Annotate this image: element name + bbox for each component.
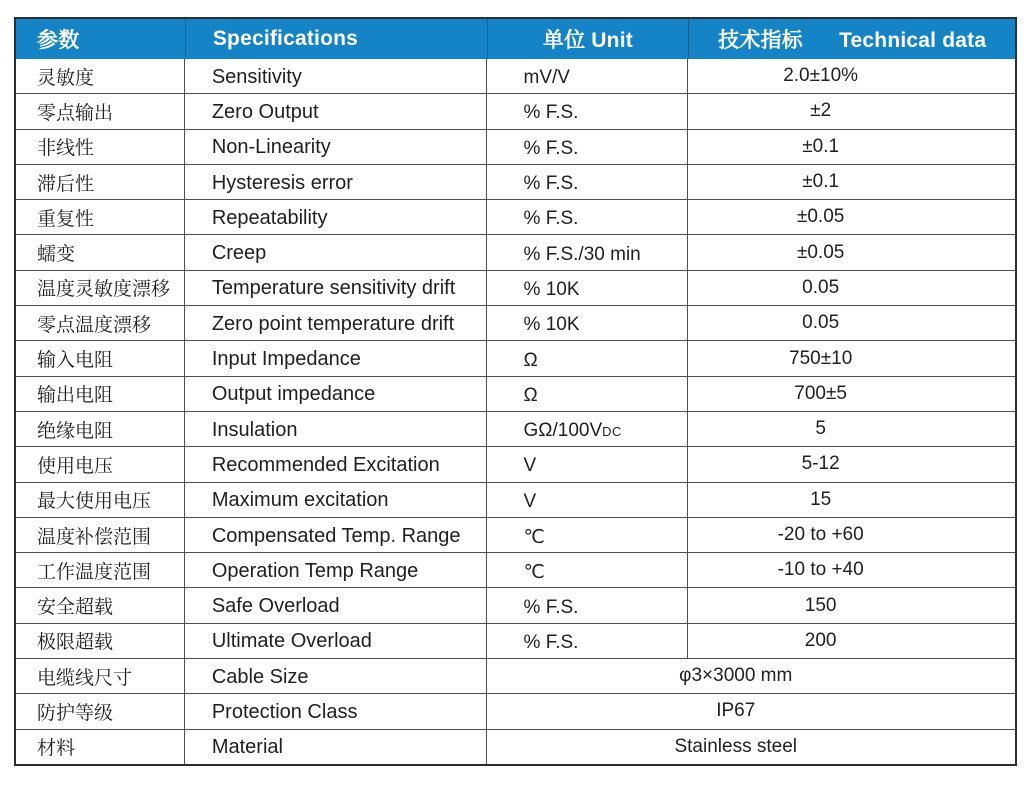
unit-label-wrap xyxy=(524,350,538,372)
table-row xyxy=(16,129,1015,164)
value-label: 2.0±10% xyxy=(783,65,859,87)
param-cn-label: 极限超载 xyxy=(37,632,114,654)
param-cn-cell xyxy=(16,553,185,587)
spec-en-cell xyxy=(185,130,487,164)
spec-en-label: Sensitivity xyxy=(211,65,302,88)
unit-label-wrap xyxy=(524,491,537,513)
unit-cell xyxy=(487,447,689,481)
value-cell xyxy=(688,59,1015,93)
unit-cell xyxy=(487,553,689,587)
value-cell xyxy=(688,271,1015,305)
unit-label-wrap xyxy=(524,279,580,301)
param-cn-cell xyxy=(16,730,185,764)
spec-en-label: Repeatability xyxy=(211,206,328,229)
value-label: ±0.05 xyxy=(796,241,845,263)
param-cn-cell xyxy=(16,130,185,164)
param-cn-label: 温度补偿范围 xyxy=(37,526,152,548)
unit-cell xyxy=(487,377,689,411)
spec-en-cell xyxy=(185,694,487,728)
unit-cell xyxy=(487,59,689,93)
unit-cell xyxy=(487,624,689,658)
unit-cell xyxy=(487,483,689,517)
param-cn-cell xyxy=(16,624,185,658)
param-cn-label: 零点输出 xyxy=(37,102,114,124)
spec-en-cell xyxy=(185,200,487,234)
value-cell xyxy=(688,588,1015,622)
unit-label: Ω xyxy=(523,349,538,371)
unit-label: % F.S. xyxy=(523,631,579,653)
value-cell xyxy=(688,235,1015,269)
param-cn-cell xyxy=(16,341,185,375)
value-cell xyxy=(688,165,1015,199)
param-cn-cell xyxy=(16,235,185,269)
unit-label-wrap xyxy=(524,67,570,89)
value-label: 200 xyxy=(804,629,837,651)
spec-en-cell xyxy=(185,341,487,375)
value-cell-merged xyxy=(487,730,1015,764)
value-label: ±0.1 xyxy=(802,171,840,193)
param-cn-cell xyxy=(16,59,185,93)
param-cn-label: 蠕变 xyxy=(37,244,76,266)
unit-label: V xyxy=(523,490,537,512)
unit-cell xyxy=(487,130,689,164)
spec-en-cell xyxy=(185,306,487,340)
table-row xyxy=(16,587,1015,622)
header-label-param: 参数 xyxy=(37,29,80,52)
value-label: 5 xyxy=(815,418,826,440)
spec-en-label: Output impedance xyxy=(211,383,376,406)
value-label: -10 to +40 xyxy=(777,559,864,581)
table-row xyxy=(16,234,1015,269)
param-cn-cell xyxy=(16,659,185,693)
param-cn-cell xyxy=(16,94,185,128)
unit-label-wrap xyxy=(524,632,579,654)
table-row xyxy=(16,623,1015,658)
unit-label-wrap xyxy=(524,526,545,549)
unit-label: % 10K xyxy=(523,314,580,336)
param-cn-label: 滞后性 xyxy=(37,173,95,195)
value-label: 150 xyxy=(804,594,837,616)
spec-en-cell xyxy=(185,483,487,517)
param-cn-label: 输出电阻 xyxy=(37,385,114,407)
unit-label: % 10K xyxy=(523,278,580,300)
table-row xyxy=(16,164,1015,199)
spec-en-cell xyxy=(185,271,487,305)
spec-en-label: Creep xyxy=(211,242,267,265)
param-cn-cell xyxy=(16,588,185,622)
param-cn-label: 输入电阻 xyxy=(37,350,114,372)
spec-en-cell xyxy=(185,165,487,199)
table-row xyxy=(16,59,1015,93)
param-cn-label: 灵敏度 xyxy=(37,67,95,89)
unit-label: % F.S. xyxy=(523,596,579,618)
value-label: ±0.05 xyxy=(796,206,845,228)
unit-label: % F.S. xyxy=(523,208,579,230)
header-cell-unit xyxy=(487,19,689,59)
unit-cell xyxy=(487,165,689,199)
param-cn-cell xyxy=(16,694,185,728)
param-cn-cell xyxy=(16,165,185,199)
header-label-unit: 单位 Unit xyxy=(542,29,633,52)
spec-en-cell xyxy=(185,553,487,587)
param-cn-label: 最大使用电压 xyxy=(37,491,152,513)
spec-en-label: Material xyxy=(211,736,283,759)
param-cn-cell xyxy=(16,377,185,411)
header-cell-param xyxy=(16,19,185,59)
unit-cell xyxy=(487,306,689,340)
param-cn-label: 材料 xyxy=(37,738,76,760)
unit-cell xyxy=(487,341,689,375)
unit-label: % F.S. xyxy=(523,173,579,195)
value-cell xyxy=(688,200,1015,234)
unit-label: % F.S. xyxy=(523,137,579,159)
unit-label: ℃ xyxy=(523,561,545,583)
value-cell-merged xyxy=(487,694,1015,728)
unit-label: GΩ/100V xyxy=(523,420,603,442)
unit-cell xyxy=(487,588,689,622)
unit-cell xyxy=(487,94,689,128)
spec-en-label: Input Impedance xyxy=(211,348,361,371)
unit-label-wrap xyxy=(524,173,579,195)
value-cell xyxy=(688,341,1015,375)
header-cell-technical-data xyxy=(688,19,1015,59)
param-cn-label: 安全超载 xyxy=(37,597,114,619)
spec-en-label: Recommended Excitation xyxy=(211,453,440,476)
spec-en-label: Operation Temp Range xyxy=(211,559,419,582)
spec-en-cell xyxy=(185,659,487,693)
spec-en-cell xyxy=(185,518,487,552)
unit-label-wrap xyxy=(524,244,641,266)
param-cn-label: 电缆线尺寸 xyxy=(37,667,133,689)
value-label: 15 xyxy=(810,488,832,510)
spec-en-label: Protection Class xyxy=(211,700,358,723)
value-label: -20 to +60 xyxy=(777,524,864,545)
param-cn-label: 非线性 xyxy=(37,138,95,160)
value-label: φ3×3000 mm xyxy=(679,665,793,687)
header-label-technical-data: 技术指标 Technical data xyxy=(718,29,987,52)
spec-en-label: Non-Linearity xyxy=(211,136,331,159)
table-row xyxy=(16,270,1015,305)
unit-label-wrap xyxy=(524,102,579,124)
param-cn-cell xyxy=(16,412,185,446)
unit-cell xyxy=(487,271,689,305)
value-label: 700±5 xyxy=(794,382,847,404)
spec-en-cell xyxy=(185,377,487,411)
spec-en-cell xyxy=(185,447,487,481)
table-row xyxy=(16,199,1015,234)
param-cn-cell xyxy=(16,200,185,234)
unit-label-wrap xyxy=(524,385,538,407)
header-label-specifications: Specifications xyxy=(212,27,359,50)
unit-label-wrap xyxy=(524,208,579,230)
unit-label: mV/V xyxy=(523,67,570,89)
value-label: 750±10 xyxy=(789,347,853,369)
value-label: 5-12 xyxy=(801,453,840,475)
unit-label: V xyxy=(523,455,537,477)
unit-cell xyxy=(487,200,689,234)
spec-en-cell xyxy=(185,94,487,128)
spec-en-cell xyxy=(185,412,487,446)
spec-en-cell xyxy=(185,235,487,269)
param-cn-label: 工作温度范围 xyxy=(37,561,152,583)
table-row-merged xyxy=(16,729,1015,764)
table-row xyxy=(16,482,1015,517)
unit-label: % F.S. xyxy=(523,102,579,124)
unit-cell xyxy=(487,412,689,446)
table-row xyxy=(16,305,1015,340)
table-row xyxy=(16,411,1015,446)
spec-en-label: Cable Size xyxy=(211,665,309,688)
specifications-table xyxy=(14,17,1017,766)
param-cn-cell xyxy=(16,518,185,552)
table-row xyxy=(16,340,1015,375)
value-label: Stainless steel xyxy=(674,735,797,757)
table-row-merged xyxy=(16,658,1015,693)
spec-en-label: Safe Overload xyxy=(211,595,340,618)
table-row xyxy=(16,376,1015,411)
param-cn-cell xyxy=(16,447,185,481)
spec-en-cell xyxy=(185,59,487,93)
param-cn-cell xyxy=(16,483,185,517)
table-row xyxy=(16,446,1015,481)
table-header-row xyxy=(16,19,1015,59)
param-cn-cell xyxy=(16,271,185,305)
unit-label-wrap xyxy=(524,455,537,477)
unit-cell xyxy=(487,518,689,552)
value-label: ±2 xyxy=(810,100,832,122)
value-label: 0.05 xyxy=(802,276,840,298)
value-cell xyxy=(688,518,1015,552)
param-cn-label: 零点温度漂移 xyxy=(37,314,152,336)
header-cell-specifications xyxy=(185,19,487,59)
param-cn-cell xyxy=(16,306,185,340)
unit-label-wrap xyxy=(524,420,622,442)
value-label: ±0.1 xyxy=(802,135,840,157)
value-label: IP67 xyxy=(716,700,756,722)
unit-label: ℃ xyxy=(523,526,545,548)
unit-label: % F.S./30 min xyxy=(523,243,641,265)
value-cell xyxy=(688,447,1015,481)
param-cn-label: 绝缘电阻 xyxy=(37,420,114,442)
spec-en-cell xyxy=(185,730,487,764)
spec-en-label: Maximum excitation xyxy=(211,489,389,512)
value-cell xyxy=(688,553,1015,587)
value-cell-merged xyxy=(487,659,1015,693)
value-cell xyxy=(688,483,1015,517)
spec-en-cell xyxy=(185,624,487,658)
unit-suffix-label: DC xyxy=(602,424,622,440)
table-row xyxy=(16,517,1015,552)
param-cn-label: 温度灵敏度漂移 xyxy=(37,279,171,301)
value-cell xyxy=(688,306,1015,340)
param-cn-label: 防护等级 xyxy=(37,702,114,724)
spec-en-label: Hysteresis error xyxy=(211,171,353,194)
value-cell xyxy=(688,130,1015,164)
param-cn-label: 使用电压 xyxy=(37,455,114,477)
value-cell xyxy=(688,624,1015,658)
spec-en-label: Temperature sensitivity drift xyxy=(211,277,456,300)
table-row xyxy=(16,93,1015,128)
spec-en-cell xyxy=(185,588,487,622)
value-cell xyxy=(688,94,1015,128)
unit-label-wrap xyxy=(524,561,545,584)
unit-label: Ω xyxy=(523,384,538,406)
value-label: 0.05 xyxy=(802,312,840,334)
spec-en-label: Insulation xyxy=(211,418,298,441)
value-cell xyxy=(688,412,1015,446)
table-row-merged xyxy=(16,693,1015,728)
unit-label-wrap xyxy=(524,138,579,160)
spec-en-label: Ultimate Overload xyxy=(211,630,372,653)
param-cn-label: 重复性 xyxy=(37,208,95,230)
unit-label-wrap xyxy=(524,597,579,619)
table-row xyxy=(16,552,1015,587)
spec-en-label: Compensated Temp. Range xyxy=(211,524,461,547)
unit-label-wrap xyxy=(524,314,580,336)
unit-cell xyxy=(487,235,689,269)
table-body xyxy=(16,59,1015,764)
spec-en-label: Zero point temperature drift xyxy=(211,312,455,335)
spec-en-label: Zero Output xyxy=(211,100,319,123)
value-cell xyxy=(688,377,1015,411)
